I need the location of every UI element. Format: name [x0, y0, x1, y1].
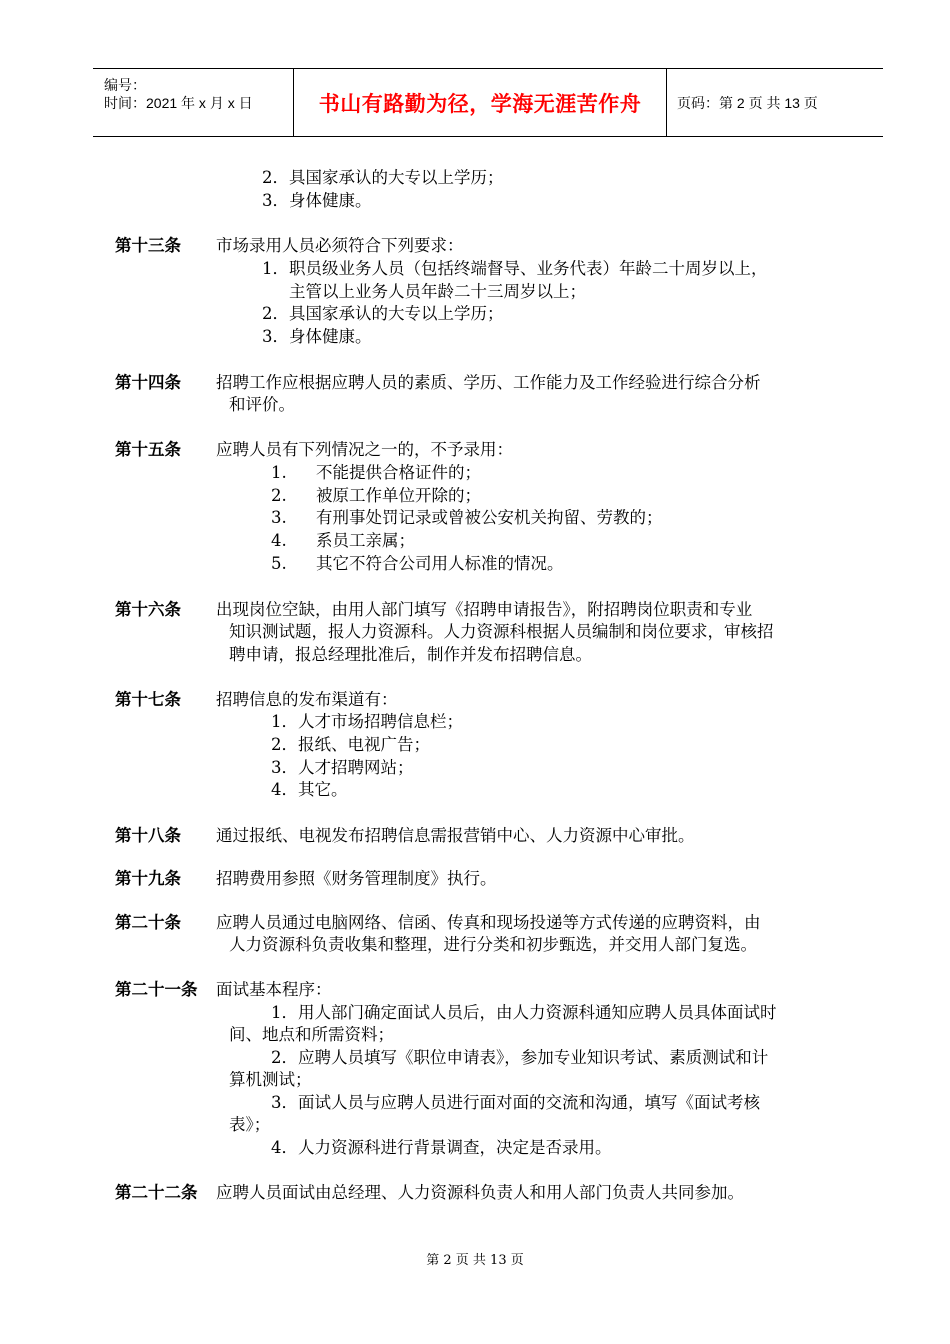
list-number: 1. [271, 463, 287, 482]
list-item: 1．人才市场招聘信息栏； [271, 712, 463, 731]
article-text: 通过报纸、电视发布招聘信息需报营销中心、人力资源中心审批。 [216, 826, 695, 845]
list-number: 4. [271, 531, 287, 550]
list-item: 被原工作单位开除的； [316, 486, 481, 505]
list-item: 2．具国家承认的大专以上学历； [262, 304, 504, 323]
list-item-continuation: 间、地点和所需资料； [229, 1025, 394, 1044]
article-text: 聘申请，报总经理批准后，制作并发布招聘信息。 [229, 645, 592, 664]
list-number: 5. [271, 554, 287, 573]
article-text: 市场录用人员必须符合下列要求： [216, 236, 464, 255]
list-item: 2．报纸、电视广告； [271, 735, 430, 754]
list-item: 4．人力资源科进行背景调查，决定是否录用。 [271, 1138, 612, 1157]
article-label: 第十五条 [115, 440, 181, 459]
list-number: 2. [271, 486, 287, 505]
doc-number: 编号： [104, 77, 146, 93]
article-text: 出现岗位空缺，由用人部门填写《招聘申请报告》，附招聘岗位职责和专业 [216, 600, 753, 619]
intro-item: 2．具国家承认的大专以上学历； [262, 168, 504, 187]
article-text: 招聘费用参照《财务管理制度》执行。 [216, 869, 497, 888]
page-footer: 第 2 页 共 13 页 [426, 1253, 524, 1268]
article-text: 招聘信息的发布渠道有： [216, 690, 398, 709]
article-label: 第二十条 [115, 913, 181, 932]
article-text: 人力资源科负责收集和整理，进行分类和初步甄选，并交用人部门复选。 [229, 935, 757, 954]
article-label: 第十六条 [115, 600, 181, 619]
article-text: 招聘工作应根据应聘人员的素质、学历、工作能力及工作经验进行综合分析 [216, 373, 761, 392]
list-item: 其它不符合公司用人标准的情况。 [316, 554, 564, 573]
header-motto-cell [294, 69, 667, 136]
list-item: 1．职员级业务人员（包括终端督导、业务代表）年龄二十周岁以上， [262, 259, 768, 278]
article-text: 应聘人员通过电脑网络、信函、传真和现场投递等方式传递的应聘资料，由 [216, 913, 761, 932]
header-page-cell [667, 69, 883, 136]
page-number: 页码：第 2 页 共 13 页 [677, 94, 818, 111]
list-item-continuation: 主管以上业务人员年龄二十三周岁以上； [289, 282, 586, 301]
article-text: 面试基本程序： [216, 980, 332, 999]
article-text: 应聘人员有下列情况之一的，不予录用： [216, 440, 513, 459]
list-item-continuation: 算机测试； [229, 1070, 312, 1089]
article-label: 第二十二条 [115, 1183, 198, 1202]
article-text: 应聘人员面试由总经理、人力资源科负责人和用人部门负责人共同参加。 [216, 1183, 744, 1202]
list-item: 3．身体健康。 [262, 327, 372, 346]
page-header [93, 68, 883, 137]
list-item: 4．其它。 [271, 780, 348, 799]
motto: 书山有路勤为径，学海无涯苦作舟 [318, 91, 642, 116]
doc-date: 时间：2021 年 x 月 x 日 [104, 95, 253, 111]
article-text: 知识测试题，报人力资源科。人力资源科根据人员编制和岗位要求，审核招 [229, 622, 774, 641]
list-item: 有刑事处罚记录或曾被公安机关拘留、劳教的； [316, 508, 663, 527]
article-label: 第十七条 [115, 690, 181, 709]
list-number: 3. [271, 508, 287, 527]
article-label: 第十八条 [115, 826, 181, 845]
header-meta-cell [93, 69, 294, 136]
article-text: 和评价。 [229, 395, 295, 414]
article-label: 第十三条 [115, 236, 181, 255]
list-item: 3．面试人员与应聘人员进行面对面的交流和沟通，填写《面试考核 [271, 1093, 760, 1112]
list-item: 3．人才招聘网站； [271, 758, 414, 777]
list-item: 1．用人部门确定面试人员后，由人力资源科通知应聘人员具体面试时 [271, 1003, 777, 1022]
article-label: 第二十一条 [115, 980, 198, 999]
intro-item: 3．身体健康。 [262, 191, 372, 210]
list-item: 不能提供合格证件的； [316, 463, 481, 482]
list-item: 2．应聘人员填写《职位申请表》，参加专业知识考试、素质测试和计 [271, 1048, 769, 1067]
list-item-continuation: 表》； [229, 1115, 271, 1134]
list-item: 系员工亲属； [316, 531, 415, 550]
article-label: 第十四条 [115, 373, 181, 392]
article-label: 第十九条 [115, 869, 181, 888]
